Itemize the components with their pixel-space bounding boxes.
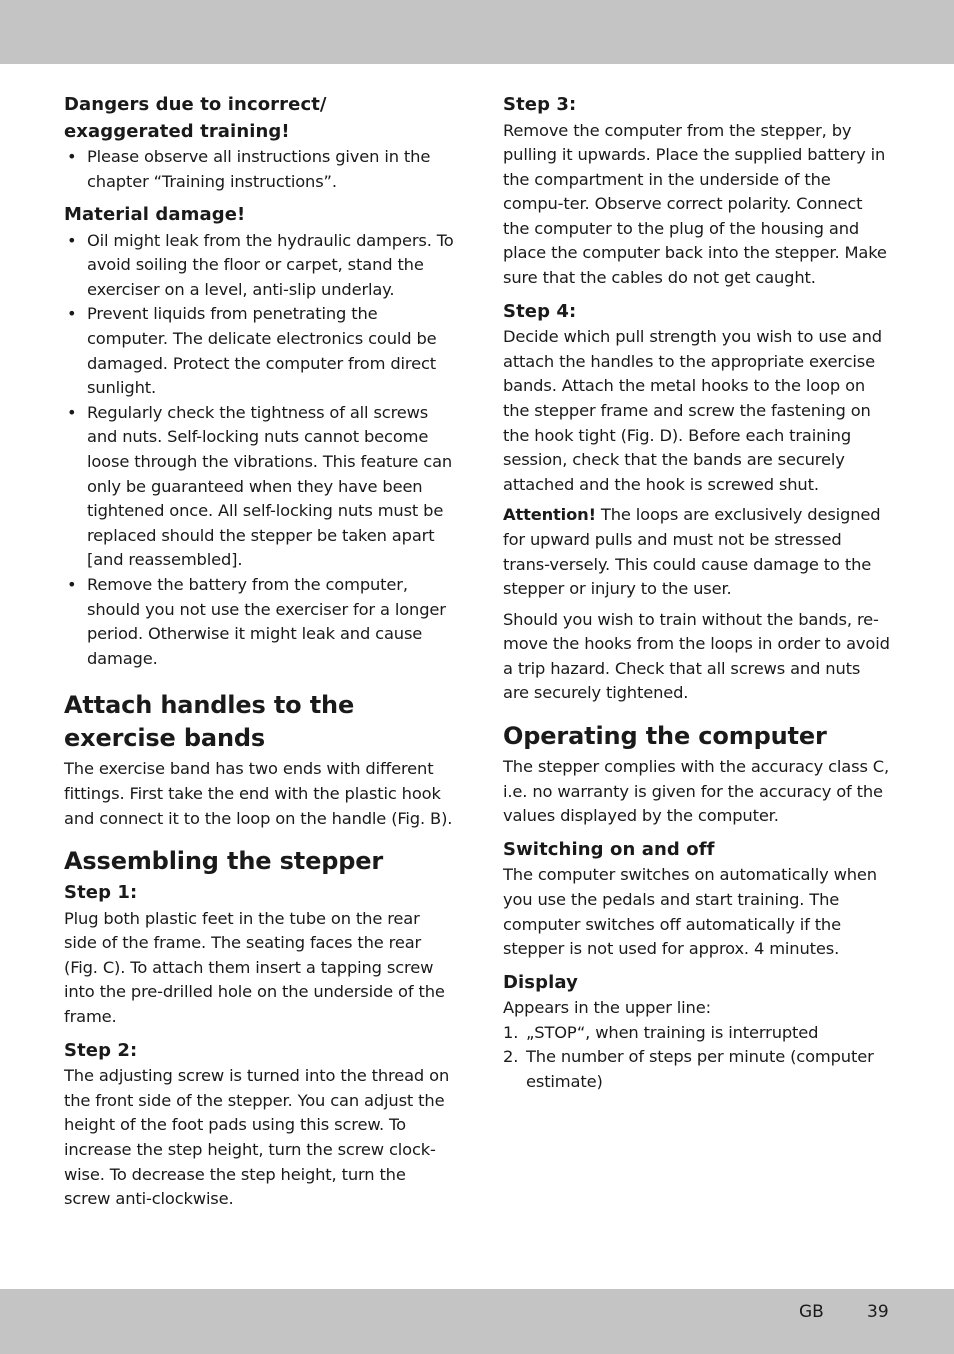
dangers-heading: Dangers due to incorrect/ exaggerated training! [64,94,327,142]
material-list [64,229,456,672]
step1-heading: Step 1: [64,882,138,904]
list-item [503,1021,891,1046]
attach-heading: Attach handles to the exercise bands [64,691,355,753]
switching-heading: Switching on and off [503,838,715,860]
attach-text: The exercise band has two ends with different fittings. First take the end with the plastic hook and connect it to the loop on the handle (Fig. B). [64,759,453,828]
right-column [503,92,891,1095]
dangers-list [64,145,456,194]
step4-heading: Step 4: [503,300,577,322]
footer-language: GB [799,1302,824,1322]
list-item: • Please observe all instructions given in the chapter “Training instructions”. [64,145,456,194]
left-column [64,92,456,1212]
list-item: • Remove the battery from the computer, should you not use the exerciser for a longer period. Otherwise it might leak and cause damage. [64,573,456,671]
list-item: • Oil might leak from the hydraulic dampers. To avoid soiling the floor or carpet, stand the exerciser on a level, anti-slip underlay. [64,229,456,303]
operating-text: The stepper complies with the accuracy class C, i.e. no warranty is given for the accuracy of the values displayed by the computer. [503,757,890,826]
switching-text: The computer switches on automatically when you use the pedals and start training. The computer switches off automatically if the stepper is not used for approx. 4 minutes. [503,865,877,959]
display-list [503,1021,891,1095]
page-number: 39 [867,1302,889,1322]
without-bands-text: Should you wish to train without the bands, re-move the hooks from the loops in order to avoid a trip hazard. Check that all screws and nuts are securely tightened. [503,609,890,703]
attention-label: Attention! [503,505,596,525]
step3-text: Remove the computer from the stepper, by pulling it upwards. Place the supplied battery in the compartment in the underside of the compu-ter. Observe correct polarity. Connect the computer to the plug of the housing and place the computer back into the stepper. Make sure that the cables do not get caught. [503,120,887,288]
attention-text: The loops are exclusively designed for upward pulls and must not be stressed trans-versely. This could cause damage to the stepper or injury to the user. [503,505,881,599]
step1-text: Plug both plastic feet in the tube on the rear side of the frame. The seating faces the rear (Fig. C). To attach them insert a tapping screw into the pre-drilled hole on the underside of the frame. [64,908,445,1027]
list-number: 1. [503,1022,519,1042]
step4-text: Decide which pull strength you wish to use and attach the handles to the appropriate exercise bands. Attach the metal hooks to the loop on the stepper frame and screw the fastening on the hook tight (Fig. D). Before each training session, check that the bands are securely attached and the hook is screwed shut. [503,327,882,494]
attention-paragraph [503,503,891,601]
assembling-heading: Assembling the stepper [64,847,384,876]
operating-heading: Operating the computer [503,722,827,751]
display-heading: Display [503,971,578,993]
header-band [0,0,954,64]
step2-heading: Step 2: [64,1039,138,1061]
display-intro: Appears in the upper line: [503,998,711,1018]
list-item [503,1045,891,1094]
list-number: 2. [503,1047,519,1067]
material-heading: Material damage! [64,204,246,226]
list-text: „STOP“, when training is interrupted [526,1022,819,1042]
step2-text: The adjusting screw is turned into the thread on the front side of the stepper. You can adjust the height of the foot pads using this screw. To increase the step height, turn the screw clock-wise. To decrease the step height, turn the screw anti-clockwise. [64,1066,450,1209]
step3-heading: Step 3: [503,94,577,115]
list-item: • Regularly check the tightness of all screws and nuts. Self-locking nuts cannot become loose through the vibrations. This feature can only be guaranteed when they have been tightened once. All self-locking nuts must be replaced should the stepper be taken apart [and reassembled]. [64,401,456,573]
list-text: The number of steps per minute (computer estimate) [526,1047,874,1091]
list-item: • Prevent liquids from penetrating the computer. The delicate electronics could be damaged. Protect the computer from direct sunlight. [64,302,456,400]
